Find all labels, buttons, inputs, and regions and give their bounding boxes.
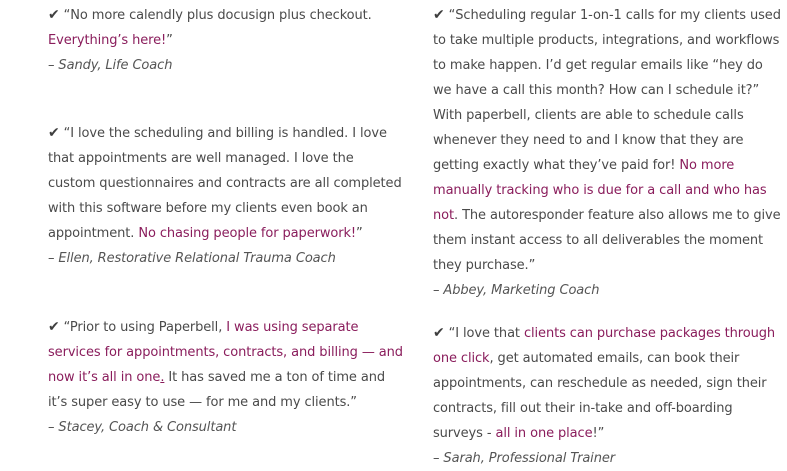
quote-text: ” xyxy=(356,226,363,241)
quote-highlight: I was using separate services for appointments, contracts, and billing — and now it’s all in one xyxy=(48,320,403,385)
quote-highlight: No chasing people for paperwork! xyxy=(138,226,357,241)
quote-highlight: Everything’s here! xyxy=(48,33,167,48)
quote-text: “I love the scheduling and billing is handled. I love that appointments are well managed. I love the custom questionnaires and contracts are all completed with this software before my clients even book an appointment. xyxy=(48,126,402,241)
testimonial-author: – Sandy, Life Coach xyxy=(48,58,173,73)
testimonial-quote xyxy=(48,121,403,246)
checkmark-icon: ✔ xyxy=(48,125,60,141)
quote-text: “Scheduling regular 1-on-1 calls for my clients used to take multiple products, integrations, and workflows to make happen. I’d get regular emails like “hey do we have a call this month? How can I schedule it?” With paperbell, clients are able to schedule calls whenever they need to and I know that they are getting exactly what they’ve paid for! xyxy=(433,8,781,173)
testimonial-author: – Sarah, Professional Trainer xyxy=(433,451,615,466)
quote-text: , get automated emails, can book their appointments, can reschedule as needed, sign their contracts, fill out their in-take and off-boarding surveys - xyxy=(433,351,767,441)
checkmark-icon: ✔ xyxy=(433,325,445,341)
testimonial-quote xyxy=(48,315,403,415)
quote-text: It has saved me a ton of time and it’s super easy to use — for me and my clients.” xyxy=(48,370,386,410)
quote-highlight: clients can purchase packages through one click xyxy=(433,326,776,366)
testimonial-card xyxy=(48,315,403,440)
testimonial-card xyxy=(433,3,785,303)
checkmark-icon: ✔ xyxy=(433,7,445,23)
quote-text: “I love that xyxy=(448,326,524,341)
testimonial-author: – Ellen, Restorative Relational Trauma Coach xyxy=(48,251,336,266)
quote-text: “Prior to using Paperbell, xyxy=(63,320,227,335)
quote-highlight: all in one place xyxy=(495,426,593,441)
checkmark-icon: ✔ xyxy=(48,7,60,23)
testimonial-card xyxy=(433,321,785,471)
testimonial-author: – Abbey, Marketing Coach xyxy=(433,283,600,298)
testimonial-card xyxy=(48,121,403,271)
testimonial-card xyxy=(48,3,403,78)
quote-text: . The autoresponder feature also allows me to give them instant access to all deliverables the moment they purchase.” xyxy=(433,208,781,273)
quote-text: “No more calendly plus docusign plus checkout. xyxy=(63,8,372,23)
quote-highlight: No more manually tracking who is due for a call and who has not xyxy=(433,158,767,223)
testimonial-quote xyxy=(48,3,403,53)
quote-text: !” xyxy=(592,426,605,441)
quote-text: ” xyxy=(166,33,173,48)
checkmark-icon: ✔ xyxy=(48,319,60,335)
quote-highlight: . xyxy=(160,370,165,385)
testimonial-author: – Stacey, Coach & Consultant xyxy=(48,420,237,435)
testimonial-quote xyxy=(433,321,785,446)
testimonial-quote xyxy=(433,3,785,278)
